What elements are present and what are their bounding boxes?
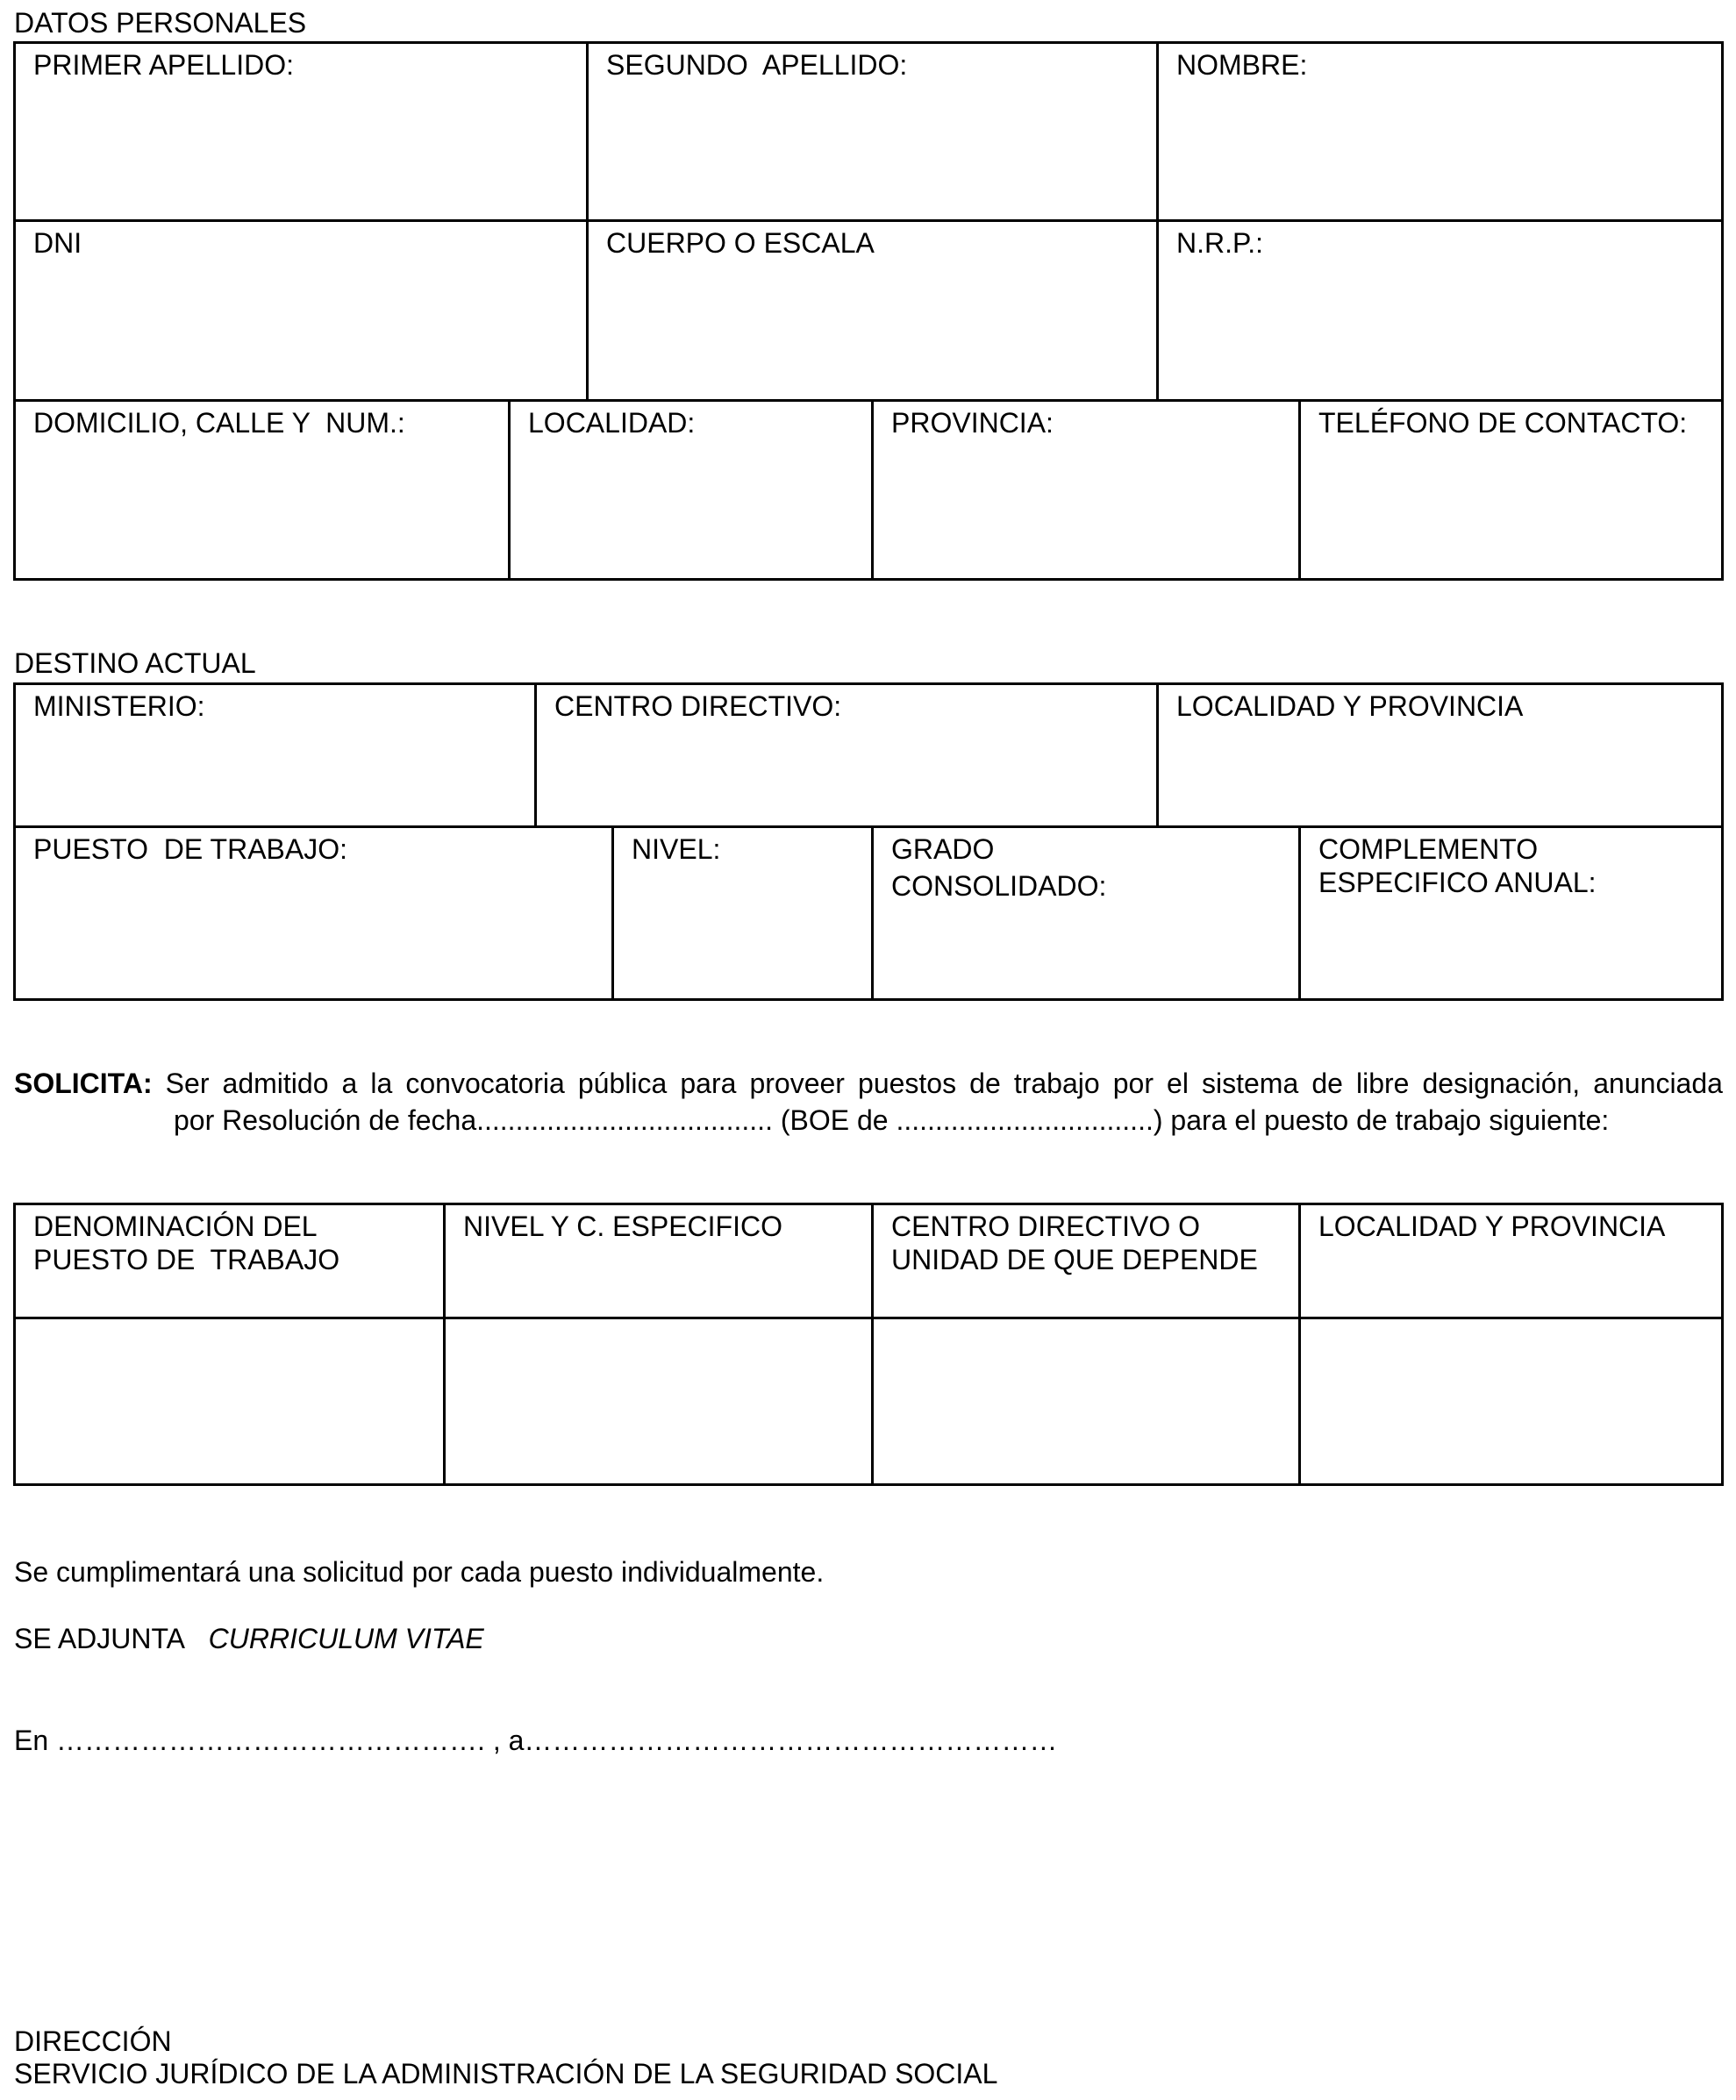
centro-directivo-label: CENTRO DIRECTIVO: [554, 690, 842, 722]
ministerio-label: MINISTERIO: [33, 690, 205, 722]
requested-post-table [13, 1203, 1724, 1486]
solicita-line1 [14, 1065, 1723, 1102]
solicita-paragraph [14, 1065, 1725, 1139]
domicilio-field[interactable] [16, 402, 508, 578]
curriculum-vitae-label: CURRICULUM VITAE [208, 1623, 484, 1654]
solicita-word: admitido [222, 1068, 329, 1099]
destino-row-2 [16, 825, 1721, 998]
centro-unidad-label-line1: CENTRO DIRECTIVO O [891, 1211, 1201, 1242]
nivel-especifico-input[interactable] [443, 1319, 871, 1483]
solicita-word: el [1167, 1068, 1189, 1099]
section-title-destino-actual: DESTINO ACTUAL [14, 647, 256, 679]
solicita-word: sistema [1202, 1068, 1299, 1099]
solicita-word: la [370, 1068, 393, 1099]
grado-label-line2: CONSOLIDADO: [891, 870, 1107, 902]
destino-row-1 [16, 685, 1721, 825]
complemento-especifico-field[interactable] [1298, 828, 1721, 998]
solicita-word: de [969, 1068, 1001, 1099]
solicita-word: trabajo [1013, 1068, 1100, 1099]
denominacion-header [16, 1205, 443, 1317]
solicita-word: convocatoria [405, 1068, 565, 1099]
primer-apellido-field[interactable] [16, 44, 586, 219]
centro-directivo-field[interactable] [534, 685, 1156, 825]
domicilio-label: DOMICILIO, CALLE Y NUM.: [33, 407, 405, 439]
denominacion-label-line2: PUESTO DE TRABAJO [33, 1244, 340, 1275]
se-adjunta-label: SE ADJUNTA [14, 1623, 185, 1654]
nrp-label: N.R.P.: [1176, 227, 1263, 259]
solicita-word: por [1112, 1068, 1154, 1099]
fecha-lugar-line[interactable]: En ………………………………………. , a………………………………………………… [14, 1725, 1058, 1756]
solicita-word: puestos [858, 1068, 957, 1099]
current-post-table [13, 682, 1724, 1001]
personal-row-1 [16, 44, 1721, 219]
nombre-field[interactable] [1156, 44, 1721, 219]
localidad-provincia-input[interactable] [1298, 1319, 1721, 1483]
nivel-especifico-header [443, 1205, 871, 1317]
segundo-apellido-label: SEGUNDO APELLIDO: [606, 49, 908, 81]
cuerpo-escala-label: CUERPO O ESCALA [606, 227, 875, 259]
complemento-label-line2: ESPECIFICO ANUAL: [1318, 867, 1597, 898]
localidad-provincia-label: LOCALIDAD Y PROVINCIA [1176, 690, 1524, 722]
solicita-word: a [341, 1068, 358, 1099]
solicita-word: de [1311, 1068, 1343, 1099]
localidad-provincia-field[interactable] [1156, 685, 1721, 825]
solicita-line2: por Resolución de fecha...................................... (BOE de .................................) para el puesto de trabajo siguiente: [174, 1104, 1610, 1136]
una-solicitud-note: Se cumplimentará una solicitud por cada puesto individualmente. [14, 1556, 825, 1588]
nivel-especifico-label: NIVEL Y C. ESPECIFICO [463, 1211, 782, 1242]
solicita-word: libre [1355, 1068, 1410, 1099]
solicita-word: designación, [1422, 1068, 1581, 1099]
localidad-provincia-header-label: LOCALIDAD Y PROVINCIA [1318, 1211, 1666, 1242]
personal-data-table [13, 41, 1724, 581]
ministerio-field[interactable] [16, 685, 534, 825]
solicita-word: proveer [749, 1068, 845, 1099]
solicita-label: SOLICITA: [14, 1068, 153, 1099]
primer-apellido-label: PRIMER APELLIDO: [33, 49, 294, 81]
denominacion-input[interactable] [16, 1319, 443, 1483]
grado-consolidado-field[interactable] [871, 828, 1298, 998]
cuerpo-escala-field[interactable] [586, 222, 1156, 399]
puesto-trabajo-field[interactable] [16, 828, 611, 998]
requested-input-row [16, 1317, 1721, 1483]
personal-row-2 [16, 219, 1721, 399]
requested-header-row [16, 1205, 1721, 1317]
solicita-word: Ser [165, 1068, 210, 1099]
localidad-field[interactable] [508, 402, 871, 578]
solicita-word: anunciada [1593, 1068, 1723, 1099]
nivel-label: NIVEL: [632, 833, 721, 865]
dni-label: DNI [33, 227, 82, 259]
se-adjunta-line [14, 1621, 484, 1656]
localidad-provincia-header [1298, 1205, 1721, 1317]
complemento-label-line1: COMPLEMENTO [1318, 833, 1539, 865]
solicita-word: pública [577, 1068, 668, 1099]
denominacion-label-line1: DENOMINACIÓN DEL [33, 1211, 318, 1242]
section-title-datos-personales: DATOS PERSONALES [14, 7, 307, 39]
centro-unidad-label-line2: UNIDAD DE QUE DEPENDE [891, 1244, 1258, 1275]
solicita-word: para [680, 1068, 737, 1099]
telefono-field[interactable] [1298, 402, 1721, 578]
dni-field[interactable] [16, 222, 586, 399]
nivel-field[interactable] [611, 828, 871, 998]
segundo-apellido-field[interactable] [586, 44, 1156, 219]
telefono-label: TELÉFONO DE CONTACTO: [1318, 407, 1688, 439]
provincia-label: PROVINCIA: [891, 407, 1054, 439]
puesto-trabajo-label: PUESTO DE TRABAJO: [33, 833, 348, 865]
localidad-label: LOCALIDAD: [528, 407, 696, 439]
provincia-field[interactable] [871, 402, 1298, 578]
direccion-label: DIRECCIÓN [14, 2025, 172, 2057]
centro-unidad-input[interactable] [871, 1319, 1298, 1483]
nombre-label: NOMBRE: [1176, 49, 1308, 81]
personal-row-3 [16, 399, 1721, 578]
nrp-field[interactable] [1156, 222, 1721, 399]
servicio-juridico-label: SERVICIO JURÍDICO DE LA ADMINISTRACIÓN DE LA SEGURIDAD SOCIAL [14, 2058, 998, 2089]
grado-label-line1: GRADO [891, 833, 995, 865]
centro-unidad-header [871, 1205, 1298, 1317]
